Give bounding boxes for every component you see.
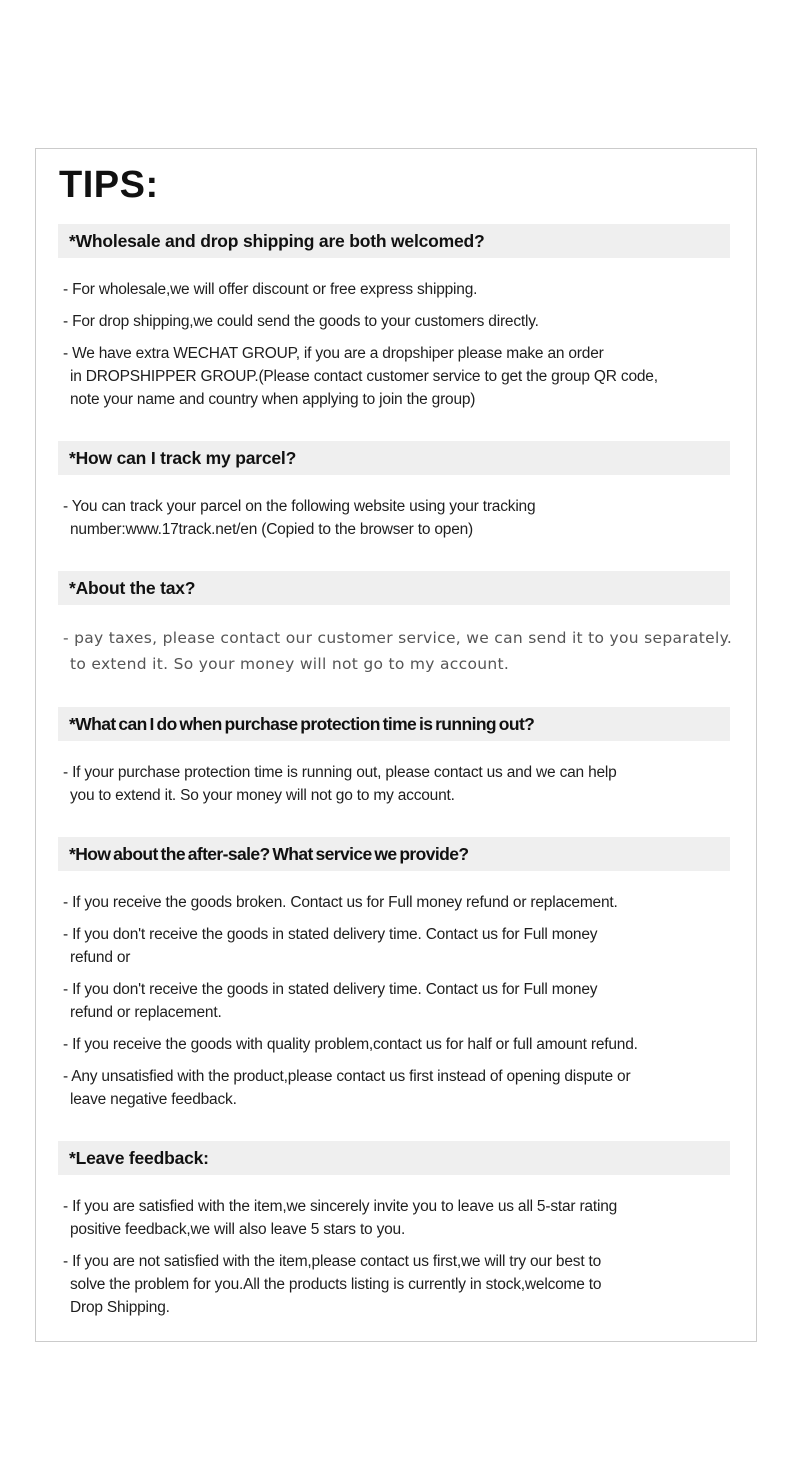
bullet-line: - pay taxes, please contact our customer service, we can send it to you separately. <box>63 629 733 647</box>
bullet-line: - For wholesale,we will offer discount or free express shipping. <box>63 281 478 298</box>
bullet-line: - We have extra WECHAT GROUP, if you are a dropshiper please make an order <box>63 345 604 362</box>
bullet-line: Drop Shipping. <box>70 1299 170 1316</box>
bullet-item <box>63 342 756 411</box>
tip-section <box>36 571 756 677</box>
section-bullets <box>63 495 756 541</box>
bullet-line: - If you don't receive the goods in stated delivery time. Contact us for Full money <box>63 981 598 998</box>
tips-panel <box>35 148 757 1342</box>
bullet-line: positive feedback,we will also leave 5 stars to you. <box>70 1221 406 1238</box>
bullet-item <box>63 891 756 914</box>
bullet-line: - If you are not satisfied with the item,please contact us first,we will try our best to <box>63 1253 602 1270</box>
section-bullets <box>63 891 756 1111</box>
bullet-line: note your name and country when applying to join the group) <box>70 391 476 408</box>
bullet-line: in DROPSHIPPER GROUP.(Please contact customer service to get the group QR code, <box>70 368 658 385</box>
tip-section <box>36 837 756 1111</box>
section-bullets <box>63 1195 756 1319</box>
bullet-line: - Any unsatisfied with the product,please contact us first instead of opening dispute or <box>63 1068 631 1085</box>
tips-sections <box>36 224 756 1319</box>
bullet-item <box>63 310 756 333</box>
bullet-item <box>63 625 756 677</box>
bullet-line: refund or replacement. <box>70 1004 222 1021</box>
bullet-line: - You can track your parcel on the following website using your tracking <box>63 498 536 515</box>
bullet-line: - If you receive the goods broken. Contact us for Full money refund or replacement. <box>63 894 618 911</box>
bullet-item <box>63 978 756 1024</box>
section-bullets <box>63 625 756 677</box>
bullet-item <box>63 1250 756 1319</box>
bullet-item <box>63 1195 756 1241</box>
bullet-line: - For drop shipping,we could send the goods to your customers directly. <box>63 313 539 330</box>
section-header: *What can I do when purchase protection time is running out? <box>58 707 730 741</box>
tip-section <box>36 707 756 807</box>
bullet-item <box>63 495 756 541</box>
bullet-item <box>63 1033 756 1056</box>
bullet-line: to extend it. So your money will not go to my account. <box>70 655 510 673</box>
bullet-line: - If you are satisfied with the item,we sincerely invite you to leave us all 5-star rating <box>63 1198 618 1215</box>
bullet-line: - If you receive the goods with quality problem,contact us for half or full amount refund. <box>63 1036 638 1053</box>
section-header: *Leave feedback: <box>58 1141 730 1175</box>
section-header: *How can I track my parcel? <box>58 441 730 475</box>
section-header: *How about the after-sale? What service we provide? <box>58 837 730 871</box>
tip-section <box>36 1141 756 1319</box>
section-header: *About the tax? <box>58 571 730 605</box>
page-title: TIPS: <box>59 164 159 206</box>
bullet-line: number:www.17track.net/en (Copied to the browser to open) <box>70 521 474 538</box>
tip-section <box>36 441 756 541</box>
section-bullets <box>63 761 756 807</box>
bullet-line: solve the problem for you.All the products listing is currently in stock,welcome to <box>70 1276 602 1293</box>
bullet-line: you to extend it. So your money will not go to my account. <box>70 787 455 804</box>
tip-section <box>36 224 756 411</box>
section-bullets <box>63 278 756 411</box>
bullet-line: refund or <box>70 949 131 966</box>
bullet-item <box>63 923 756 969</box>
bullet-line: leave negative feedback. <box>70 1091 237 1108</box>
bullet-item <box>63 278 756 301</box>
bullet-item <box>63 1065 756 1111</box>
bullet-line: - If your purchase protection time is running out, please contact us and we can help <box>63 764 617 781</box>
bullet-line: - If you don't receive the goods in stated delivery time. Contact us for Full money <box>63 926 598 943</box>
bullet-item <box>63 761 756 807</box>
section-header: *Wholesale and drop shipping are both welcomed? <box>58 224 730 258</box>
